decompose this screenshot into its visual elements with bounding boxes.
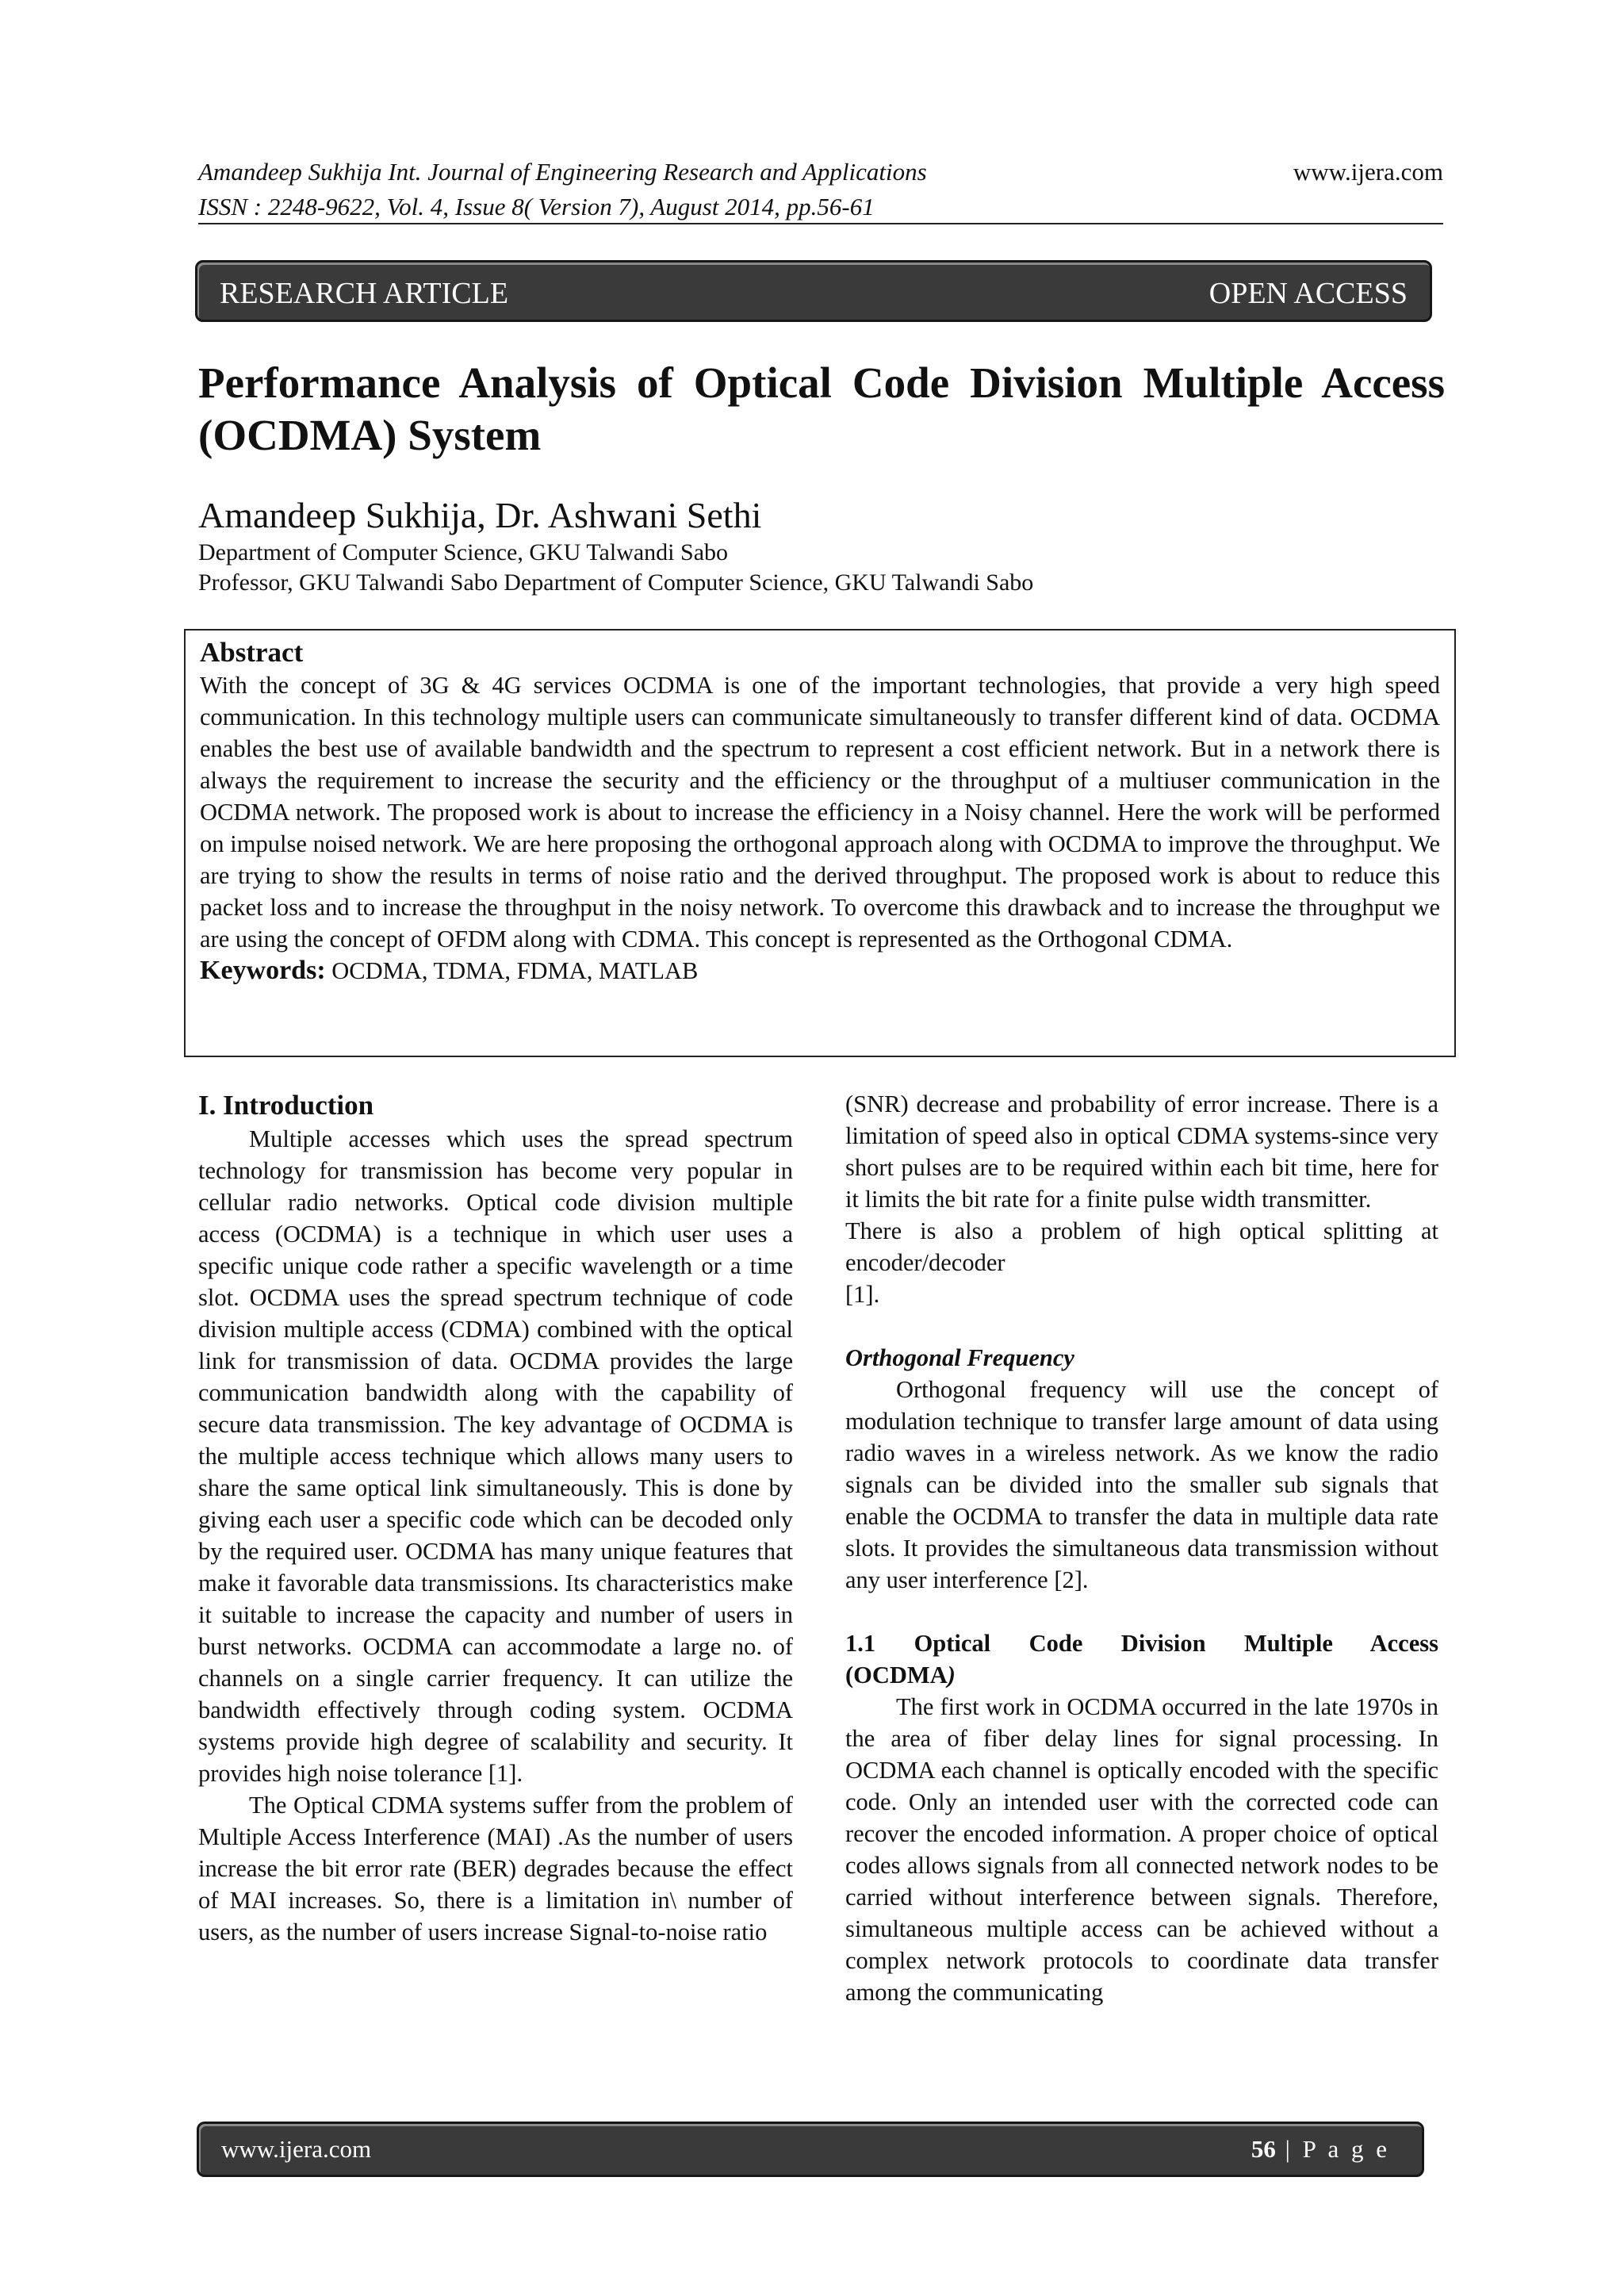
paragraph-spacer <box>845 1310 1438 1342</box>
page-number-label <box>1251 2135 1390 2164</box>
page-footer <box>197 2122 1424 2177</box>
abstract-box <box>184 629 1456 1057</box>
journal-website[interactable]: www.ijera.com <box>1293 158 1443 186</box>
section-heading-introduction: I. Introduction <box>198 1090 374 1121</box>
body-paragraph: The Optical CDMA systems suffer from the problem of Multiple Access Interference (MAI) .As the number of users increase the bit error rate (BER) degrades because the effect of MAI increases. So, there is a limitation in\ number of users, as the number of users increase Signal-to-noise ratio <box>198 1792 793 1945</box>
body-paragraph: There is also a problem of high optical splitting at encoder/decoder <box>845 1217 1438 1276</box>
journal-header <box>198 155 1071 224</box>
journal-citation: Amandeep Sukhija Int. Journal of Engineering Research and Applications <box>198 158 927 186</box>
footer-website[interactable]: www.ijera.com <box>221 2135 372 2163</box>
subsection-heading-orthogonal-frequency: Orthogonal Frequency <box>845 1344 1074 1371</box>
body-paragraph: Multiple accesses which uses the spread spectrum technology for transmission has become very popular in cellular radio networks. Optical code division multiple access (OCDMA) is a technique in which user uses a specific unique code rather a specific wavelength or a time slot. OCDMA uses the spread spectrum technique of code division multiple access (CDMA) combined with the optical link for transmission of data. OCDMA provides the large communication bandwidth along with the capability of secure data transmission. The key advantage of OCDMA is the multiple access technique which allows many users to share the same optical link simultaneously. This is done by giving each user a specific code which can be decoded only by the required user. OCDMA has many unique features that make it favorable data transmissions. Its characteristics make it suitable to increase the capacity and number of users in burst networks. OCDMA can accommodate a large no. of channels on a single carrier frequency. It can utilize the bandwidth effectively through coding system. OCDMA systems provide high degree of scalability and security. It provides high noise tolerance [1]. <box>198 1125 793 1787</box>
body-paragraph: (SNR) decrease and probability of error increase. There is a limitation of speed also in optical CDMA systems-since very short pulses are to be required within each bit time, here for it limits the bit rate for a finite pulse width transmitter. <box>845 1091 1438 1213</box>
keywords-list: OCDMA, TDMA, FDMA, MATLAB <box>325 957 699 984</box>
article-type-banner <box>195 260 1432 322</box>
citation-text: [1]. <box>845 1281 880 1308</box>
subsection-heading-line2: (OCDMA <box>845 1662 948 1688</box>
author-affiliation: Professor, GKU Talwandi Sabo Department of Computer Science, GKU Talwandi Sabo <box>198 569 1034 596</box>
paper-title <box>198 357 1445 462</box>
abstract-heading: Abstract <box>200 637 304 668</box>
paper-title-line1: Performance Analysis of Optical Code Division Multiple Access <box>198 358 1445 407</box>
page-suffix: | P a g e <box>1275 2135 1390 2163</box>
body-paragraph: Orthogonal frequency will use the concept of modulation technique to transfer large amount of data using radio waves in a wireless network. As we know the radio signals can be divided into the smaller sub signals that enable the OCDMA to transfer the data in multiple data rate slots. It provides the simultaneous data transmission without any user interference [2]. <box>845 1376 1438 1593</box>
paragraph-spacer <box>845 1596 1438 1627</box>
left-column <box>198 1088 793 1948</box>
article-type-label: RESEARCH ARTICLE <box>220 277 509 310</box>
open-access-label: OPEN ACCESS <box>1208 277 1408 310</box>
keywords <box>200 955 1440 987</box>
paper-title-line2: (OCDMA) System <box>198 411 542 459</box>
subsection-heading-paren: ) <box>947 1662 956 1688</box>
subsection-heading-ocdma <box>845 1627 1438 1691</box>
keywords-label: Keywords: <box>200 956 326 985</box>
subsection-heading-line1: 1.1 Optical Code Division Multiple Access <box>845 1630 1438 1657</box>
author-affiliation: Department of Computer Science, GKU Talwandi Sabo <box>198 539 729 565</box>
author-list: Amandeep Sukhija, Dr. Ashwani Sethi <box>198 495 762 535</box>
body-paragraph: The first work in OCDMA occurred in the late 1970s in the area of fiber delay lines for signal processing. In OCDMA each channel is optically encoded with the specific code. Only an intended user with the corrected code can recover the encoded information. A proper choice of optical codes allows signals from all connected network nodes to be carried without interference between signals. Therefore, simultaneous multiple access can be achieved without a complex network protocols to coordinate data transfer among the communicating <box>845 1693 1438 2006</box>
abstract-text: With the concept of 3G & 4G services OCDMA is one of the important technologies, that provide a very high speed communication. In this technology multiple users can communicate simultaneously to transfer different kind of data. OCDMA enables the best use of available bandwidth and the spectrum to represent a cost efficient network. But in a network there is always the requirement to increase the security and the efficiency or the throughput of a multiuser communication in the OCDMA network. The proposed work is about to increase the efficiency in a Noisy channel. Here the work will be performed on impulse noised network. We are here proposing the orthogonal approach along with OCDMA to improve the throughput. We are trying to show the results in terms of noise ratio and the derived throughput. The proposed work is about to reduce this packet loss and to increase the throughput in the noisy network. To overcome this drawback and to increase the throughput we are using the concept of OFDM along with CDMA. This concept is represented as the Orthogonal CDMA. <box>200 672 1440 953</box>
header-divider <box>198 223 1443 224</box>
journal-issn: ISSN : 2248-9622, Vol. 4, Issue 8( Version 7), August 2014, pp.56-61 <box>198 193 875 220</box>
right-column <box>845 1088 1438 2008</box>
page-number: 56 <box>1251 2135 1276 2163</box>
